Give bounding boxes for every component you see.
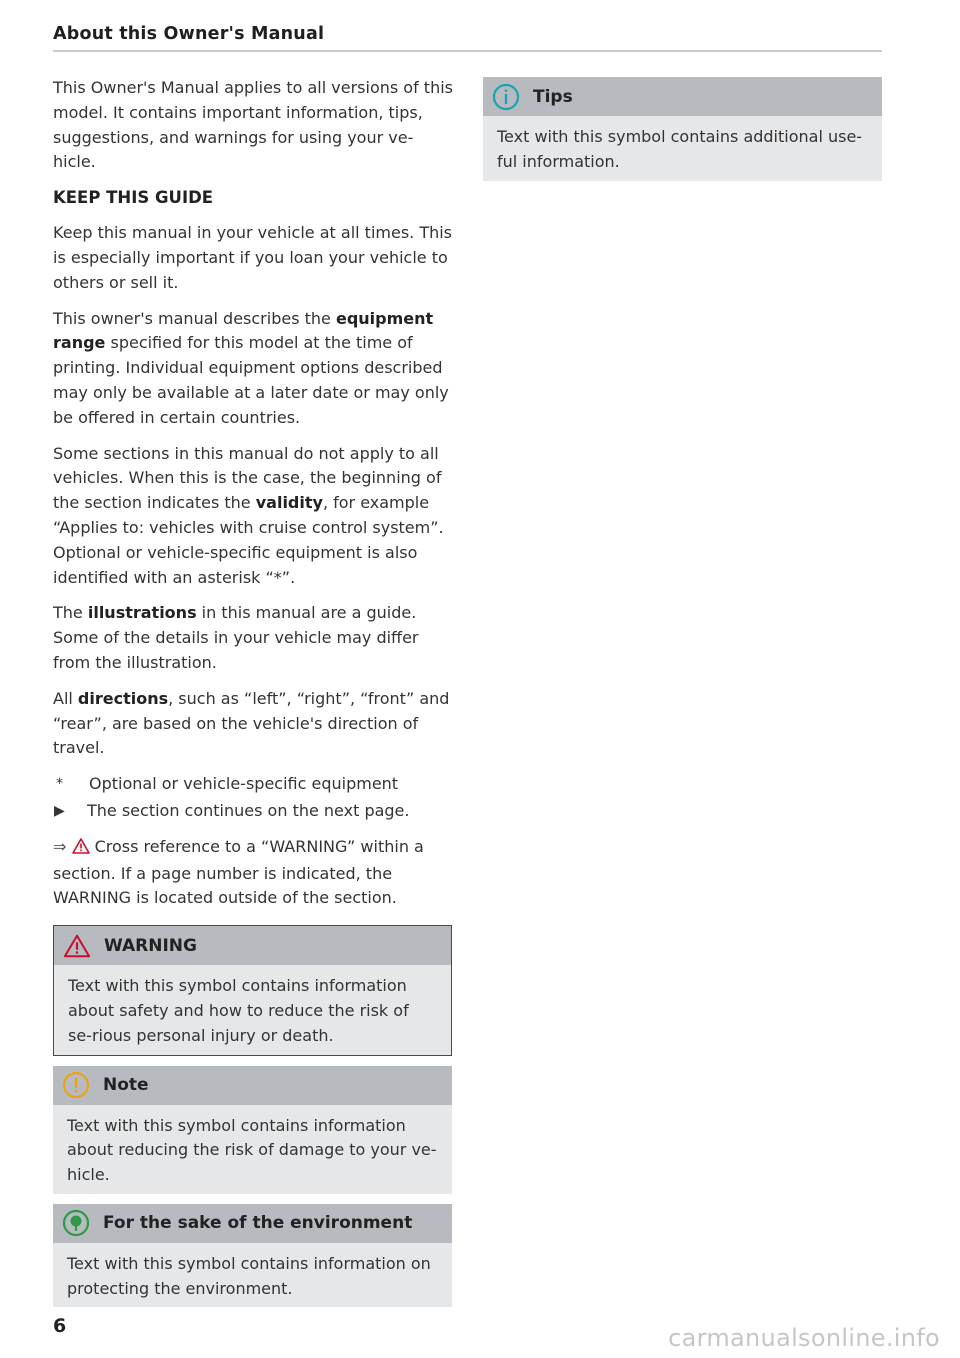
warning-box [53, 925, 452, 1055]
continue-legend-text: The section continues on the next page. [87, 800, 410, 820]
equipment-paragraph: This owner's manual describes the equipment range specified for this model at the time of printing. Individual equipment options described may only be available at a later date or may only be offered in certain countries. [53, 308, 449, 427]
validity-bold: validity [255, 493, 323, 513]
asterisk-symbol: * [56, 776, 63, 793]
note-box [53, 1066, 452, 1194]
cross-reference-paragraph: ⇒ Cross reference to a “WARNING” within a section. If a page number is indicated, the WARNING is located outside of the section. [53, 836, 424, 908]
directions-bold: directions [77, 688, 169, 708]
validity-paragraph: Some sections in this manual do not apply to all vehicles. When this is the case, the beginning of the section indicates the validity, for example “Applies to: vehicles with cruise control system”. Optional or vehicle-specific equipment is also identified with an asterisk “*”. [53, 443, 444, 587]
right-column [483, 77, 882, 191]
asterisk-legend-text: Optional or vehicle-specific equipment [89, 774, 399, 794]
header-divider [53, 50, 882, 52]
exclamation-circle-icon [62, 1071, 90, 1099]
triangle-right-icon: ▶ [54, 802, 65, 819]
warning-triangle-icon [72, 837, 90, 862]
info-circle-icon [492, 83, 520, 111]
legend-asterisk-row [53, 772, 453, 797]
tips-box-title: Tips [533, 86, 573, 107]
warning-box-text: Text with this symbol contains information about safety and how to reduce the risk of se-rious personal injury or death. [54, 965, 451, 1054]
note-box-text: Text with this symbol contains information about reducing the risk of damage to your ve-hicle. [53, 1105, 452, 1194]
arrow-right-icon: ⇒ [53, 836, 67, 856]
environment-box-text: Text with this symbol contains information on protecting the environment. [53, 1243, 452, 1308]
watermark-text: carmanualsonline.info [668, 1324, 940, 1352]
illustrations-paragraph: The illustrations in this manual are a guide. Some of the details in your vehicle may differ from the illustration. [53, 603, 419, 672]
tips-box [483, 77, 882, 181]
environment-box-title: For the sake of the environment [103, 1213, 413, 1234]
legend-continue-row [53, 799, 453, 824]
keep-guide-heading: KEEP THIS GUIDE [53, 188, 214, 208]
tips-box-header [483, 77, 882, 116]
warning-box-header [54, 926, 451, 965]
note-box-title: Note [103, 1075, 149, 1095]
page-header-title: About this Owner's Manual [53, 24, 325, 44]
keep-guide-paragraph: Keep this manual in your vehicle at all times. This is especially important if you loan your vehicle to others or sell it. [53, 223, 453, 292]
tips-box-text: Text with this symbol contains additional use-ful information. [483, 116, 882, 181]
page-number: 6 [53, 1315, 67, 1337]
intro-paragraph: This Owner's Manual applies to all versions of this model. It contains important information, tips, suggestions, and warnings for using your ve-hicle. [53, 78, 453, 172]
left-column [53, 76, 453, 1317]
environment-box-header [53, 1204, 452, 1243]
environment-box [53, 1204, 452, 1308]
warning-box-title: WARNING [104, 935, 197, 956]
tree-icon [62, 1209, 90, 1237]
warning-triangle-icon [63, 932, 91, 960]
equipment-range-bold: equipment range [53, 308, 434, 353]
directions-paragraph: All directions, such as “left”, “right”, “front” and “rear”, are based on the vehicle's direction of travel. [53, 688, 450, 758]
note-box-header [53, 1066, 452, 1105]
illustrations-bold: illustrations [87, 603, 197, 623]
